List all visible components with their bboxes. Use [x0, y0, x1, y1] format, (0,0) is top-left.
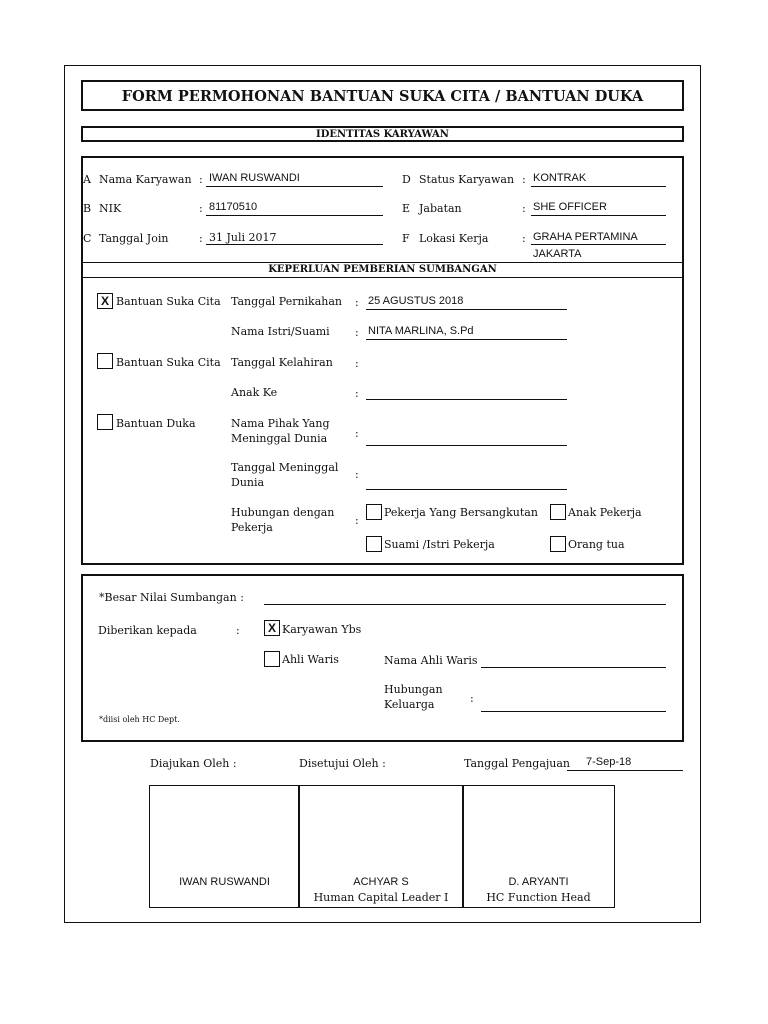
nama-istri-line [366, 339, 567, 340]
nama-karyawan-sep: : [199, 173, 203, 186]
pekerja-bersangkutan-checkbox[interactable] [366, 504, 382, 520]
nik-label: NIK [99, 202, 122, 215]
tanggal-pernikahan-label: Tanggal Pernikahan [231, 295, 343, 308]
status-karyawan-label: Status Karyawan [419, 173, 515, 186]
nama-karyawan-value: IWAN RUSWANDI [209, 172, 300, 184]
tanggal-join-sep: : [199, 232, 203, 245]
form-title-box [81, 80, 684, 111]
form-title: FORM PERMOHONAN BANTUAN SUKA CITA / BANTUAN DUKA [121, 88, 644, 105]
hubungan-keluarga-sep: : [470, 692, 474, 705]
status-karyawan-sep: : [522, 173, 526, 186]
tanggal-pengajuan-line [567, 770, 683, 771]
identitas-header-box [81, 126, 684, 142]
orang-tua-checkbox[interactable] [550, 536, 566, 552]
tanggal-meninggal-label-2: Dunia [231, 476, 265, 489]
hubungan-keluarga-label-1: Hubungan [384, 683, 443, 696]
hc-dept-note: *diisi oleh HC Dept. [99, 715, 180, 724]
keperluan-header: KEPERLUAN PEMBERIAN SUMBANGAN [268, 264, 497, 275]
hubungan-label-2: Pekerja [231, 521, 273, 534]
lokasi-kerja-value-2: JAKARTA [533, 248, 582, 260]
hubungan-sep: : [355, 514, 359, 527]
nama-pihak-line[interactable] [366, 445, 567, 446]
identitas-letter-d: D [402, 173, 411, 186]
lokasi-kerja-sep: : [522, 232, 526, 245]
hubungan-keluarga-label-2: Keluarga [384, 698, 435, 711]
bantuan-suka-cita-lahir-label: Bantuan Suka Cita [116, 356, 221, 369]
tanggal-kelahiran-label: Tanggal Kelahiran [231, 356, 333, 369]
lokasi-kerja-value: GRAHA PERTAMINA [533, 231, 638, 243]
tanggal-join-value: 31 Juli 2017 [209, 231, 277, 244]
nama-ahli-waris-line[interactable] [481, 667, 666, 668]
signature-role-2: Human Capital Leader I [313, 891, 449, 904]
tanggal-pernikahan-sep: : [355, 296, 359, 309]
karyawan-ybs-label: Karyawan Ybs [282, 623, 362, 636]
bantuan-duka-checkbox[interactable] [97, 414, 113, 430]
diberikan-kepada-sep: : [236, 624, 240, 637]
jabatan-line [531, 215, 666, 216]
status-karyawan-line [531, 186, 666, 187]
ahli-waris-label: Ahli Waris [282, 653, 339, 666]
nama-pihak-sep: : [355, 427, 359, 440]
tanggal-join-line [206, 244, 383, 245]
jabatan-value: SHE OFFICER [533, 201, 607, 213]
bantuan-suka-cita-nikah-label: Bantuan Suka Cita [116, 295, 221, 308]
orang-tua-label: Orang tua [568, 538, 625, 551]
nik-sep: : [199, 202, 203, 215]
signature-box-2 [298, 785, 464, 908]
signature-name-1: IWAN RUSWANDI [179, 876, 270, 888]
nama-karyawan-label: Nama Karyawan [99, 173, 192, 186]
signature-name-2: ACHYAR S [353, 876, 409, 888]
besar-nilai-label: *Besar Nilai Sumbangan : [99, 591, 244, 604]
signature-box-3 [462, 785, 615, 908]
besar-nilai-line[interactable] [264, 604, 666, 605]
ahli-waris-checkbox[interactable] [264, 651, 280, 667]
nama-istri-label: Nama Istri/Suami [231, 325, 330, 338]
identitas-letter-e: E [402, 202, 411, 215]
nama-pihak-label-2: Meninggal Dunia [231, 432, 328, 445]
nik-value: 81170510 [209, 201, 258, 213]
anak-ke-line[interactable] [366, 399, 567, 400]
anak-ke-label: Anak Ke [231, 386, 278, 399]
nama-pihak-label-1: Nama Pihak Yang [231, 417, 330, 430]
tanggal-pernikahan-line [366, 309, 567, 310]
bantuan-suka-cita-nikah-checkbox[interactable]: X [97, 293, 113, 309]
tanggal-meninggal-label-1: Tanggal Meninggal [231, 461, 339, 474]
tanggal-pernikahan-value: 25 AGUSTUS 2018 [368, 295, 464, 307]
hubungan-label-1: Hubungan dengan [231, 506, 335, 519]
keperluan-divider-bottom [81, 277, 684, 278]
lokasi-kerja-line [531, 244, 666, 245]
tanggal-pengajuan-value: 7-Sep-18 [586, 756, 632, 768]
keperluan-divider [81, 262, 684, 263]
lokasi-kerja-label: Lokasi Kerja [419, 232, 489, 245]
nik-line [206, 215, 383, 216]
karyawan-ybs-checkbox[interactable]: X [264, 620, 280, 636]
suami-istri-pekerja-label: Suami /Istri Pekerja [384, 538, 495, 551]
bantuan-suka-cita-lahir-checkbox[interactable] [97, 353, 113, 369]
identitas-letter-a: A [83, 173, 91, 186]
identitas-letter-b: B [83, 202, 92, 215]
identitas-letter-f: F [402, 232, 410, 245]
disetujui-oleh-label: Disetujui Oleh : [299, 757, 386, 770]
suami-istri-pekerja-checkbox[interactable] [366, 536, 382, 552]
tanggal-meninggal-line[interactable] [366, 489, 567, 490]
identitas-header: IDENTITAS KARYAWAN [316, 129, 449, 140]
nama-ahli-waris-label: Nama Ahli Waris [384, 654, 478, 667]
anak-ke-sep: : [355, 387, 359, 400]
anak-pekerja-label: Anak Pekerja [568, 506, 642, 519]
jabatan-sep: : [522, 202, 526, 215]
hubungan-keluarga-line[interactable] [481, 711, 666, 712]
signature-name-3: D. ARYANTI [508, 876, 569, 888]
tanggal-pengajuan-label: Tanggal Pengajuan [464, 757, 571, 770]
status-karyawan-value: KONTRAK [533, 172, 587, 184]
pekerja-bersangkutan-label: Pekerja Yang Bersangkutan [384, 506, 538, 519]
diberikan-kepada-label: Diberikan kepada [98, 624, 197, 637]
nama-istri-value: NITA MARLINA, S.Pd [368, 325, 474, 337]
tanggal-meninggal-sep: : [355, 468, 359, 481]
bantuan-duka-label: Bantuan Duka [116, 417, 196, 430]
anak-pekerja-checkbox[interactable] [550, 504, 566, 520]
signature-box-1 [149, 785, 300, 908]
signature-role-3: HC Function Head [486, 891, 591, 904]
nama-istri-sep: : [355, 326, 359, 339]
tanggal-join-label: Tanggal Join [99, 232, 169, 245]
tanggal-kelahiran-sep: : [355, 357, 359, 370]
nama-karyawan-line [206, 186, 383, 187]
identitas-letter-c: C [83, 232, 92, 245]
jabatan-label: Jabatan [419, 202, 462, 215]
diajukan-oleh-label: Diajukan Oleh : [150, 757, 237, 770]
